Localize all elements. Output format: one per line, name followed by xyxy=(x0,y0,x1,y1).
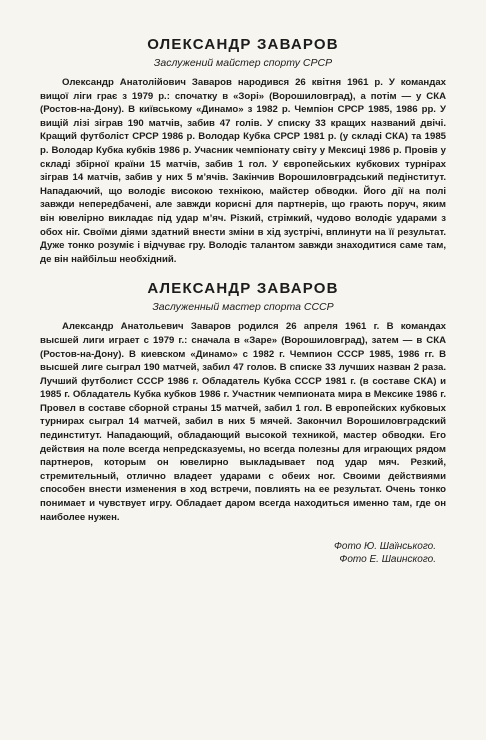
russian-section xyxy=(40,280,446,524)
photo-credit-ukrainian: Фото Ю. Шаїнського. xyxy=(333,541,436,553)
ukrainian-title-subtitle: Заслужений майстер спорту СРСР xyxy=(153,57,333,69)
ukrainian-biography: Олександр Анатолійович Заваров народився 26 квітня 1961 р. У командах вищої ліги грає з 1979 р.: спочатку в «Зорі» (Ворошиловград), а потім — у СКА (Ростов-на-Дону). В київському «Динамо» з 1982 р. Чемпіон СРСР 1985, 1986 рр. У вищій лізі зіграв 190 матчів, забив 47 голів. У списку 33 кращих названий двічі. Кращий футболіст СРСР 1986 р. Володар Кубка СРСР 1981 р. (у складі СКА) та 1985 р. Володар Кубка кубків 1986 р. Учасник чемпіонату світу у Мексиці 1986 р. Провів у складі збірної країни 15 матчів, забив 1 гол. У європейських кубкових турнірах зіграв 14 матчів, забив у них 5 м’ячів. Закінчив Ворошиловградський педінститут. Нападаючий, що володіє високою технікою, майстер обводки. Його дії на полі завжди непередбачені, але завжди корисні для партнерів, що грають поруч, яким він ювелірно викладає під удар м’яч. Різкий, стрімкий, чудово володіє ударами з обох ніг. Своїми діями здатний внести зміни в хід зустрічі, вплинути на її результат. Дуже тонко розуміє і відчуває гру. Володіє талантом завжди знаходитися саме там, де він найбільш необхідний. xyxy=(40,77,446,265)
russian-biography: Александр Анатольевич Заваров родился 26 апреля 1961 г. В командах высшей лиги играет с 1979 г.: сначала в «Заре» (Ворошиловград), затем — в СКА (Ростов-на-Дону). В киевском «Динамо» с 1982 г. Чемпион СССР 1985, 1986 гг. В высшей лиге сыграл 190 матчей, забил 47 голов. В списке 33 лучших назван 2 раза. Лучший футболист СССР 1986 г. Обладатель Кубка СССР 1981 г. (в составе СКА) и 1985 г. Обладатель Кубка кубков 1986 г. Участник чемпионата мира в Мексике 1986 г. Провел в составе сборной страны 15 матчей, забил 1 гол. В европейских кубковых турнирах сыграл 14 матчей, забил в них 5 мячей. Закончил Ворошиловградский пединститут. Нападающий, обладающий высокой техникой, мастер обводки. Его действия на поле всегда непредсказуемы, но всегда полезны для играющих рядом партнеров, которым он ювелирно выкладывает под удар мяч. Резкий, стремительный, отлично владеет ударами с обеих ног. Своими действиями способен внести изменения в ход встречи, повлиять на ее результат. Очень тонко понимает и чувствует игру. Обладает даром всегда находиться именно там, где он наиболее нужен. xyxy=(40,321,446,523)
photo-credit-russian: Фото Е. Шаинского. xyxy=(339,554,436,566)
photo-credits xyxy=(40,540,446,566)
russian-title-subtitle: Заслуженный мастер спорта СССР xyxy=(152,301,334,314)
russian-name-heading: АЛЕКСАНДР ЗАВАРОВ xyxy=(147,280,339,298)
ukrainian-name-heading: ОЛЕКСАНДР ЗАВАРОВ xyxy=(147,36,339,53)
ukrainian-section xyxy=(40,36,446,266)
